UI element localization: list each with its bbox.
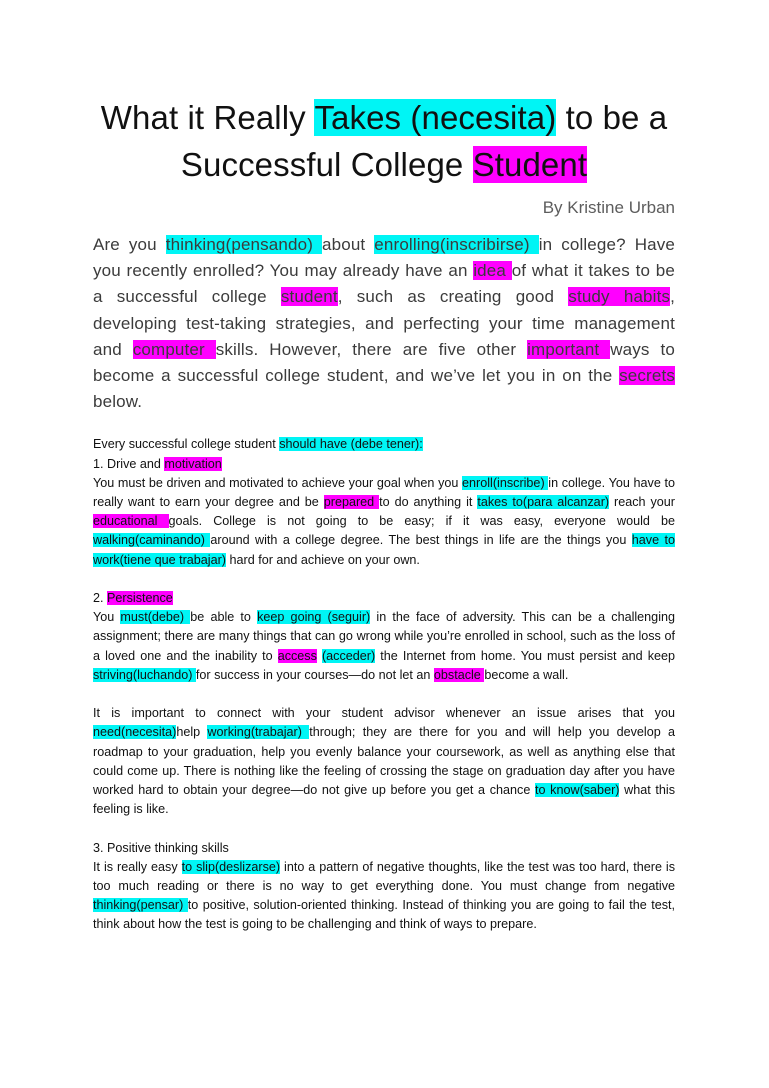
highlight-magenta: motivation (164, 456, 222, 471)
title-text: What it Really (100, 99, 315, 136)
highlight-magenta: student (280, 287, 338, 307)
author-byline: By Kristine Urban (542, 198, 675, 217)
section-paragraph-2: You must(debe) be able to keep going (seguir) in the face of adversity. This can be a challenging assignment; there are many things that can go wrong while you’re enrolled in school, such as the loss of a loved one and the inability to access (acceder) the Internet from home. You must persist and keep striving(luchando) for success in your courses—do not let an obstacle become a wall. (93, 610, 675, 682)
intro-paragraph: Are you thinking(pensando) about enrolling(inscribirse) in college? Have you recently enrolled? You may already have an idea of what it takes to be a successful college student, such as creating good study habits, developing test-taking strategies, and perfecting your time management and computer skills. However, there are five other important ways to become a successful college student, and we’ve let you in on the secrets below. (93, 235, 675, 412)
highlight-cyan: enroll(inscribe) (462, 475, 549, 490)
highlight-cyan: thinking(pensando) (165, 235, 323, 254)
highlight-cyan: to slip(deslizarse) (181, 859, 281, 874)
paragraph-gap (93, 819, 675, 838)
highlight-cyan: must(debe) (120, 610, 191, 625)
highlight-magenta: obstacle (433, 667, 485, 682)
section-heading-3: 3. Positive thinking skills (93, 840, 229, 855)
highlight-cyan: striving(luchando) (93, 667, 196, 682)
advisor-paragraph: It is important to connect with your student advisor whenever an issue arises that you need(necesita)help working(trabajar) through; they are there for you and will help you develop a roadmap to your graduation, help you evenly balance your coursework, as well as anything else that could come up. There is nothing like the feeling of crossing the stage on graduation day after you have worked hard to obtain your degree—do not give up before you get a chance to know(saber) what this feeling is like. (93, 706, 676, 817)
highlight-cyan: thinking(pensar) (93, 898, 188, 913)
highlight-cyan: keep going (seguir) (257, 610, 371, 625)
highlight-magenta: educational (93, 514, 169, 529)
highlight-cyan: working(trabajar) (207, 725, 310, 740)
highlight-magenta: important (527, 339, 611, 359)
document-body (93, 435, 675, 934)
highlight-magenta: study habits (568, 287, 671, 307)
highlight-cyan: walking(caminando) (93, 533, 211, 548)
section-heading-2: 2. Persistence (93, 591, 173, 606)
highlight-cyan: takes to(para alcanzar) (477, 495, 610, 510)
title-highlight-magenta: Student (472, 146, 588, 183)
highlight-magenta: Persistence (107, 591, 173, 606)
section-heading-1: 1. Drive and motivation (93, 456, 222, 471)
highlight-cyan: have to work(tiene que trabajar) (93, 533, 676, 567)
highlight-cyan: should have (debe tener): (279, 437, 423, 452)
paragraph-gap (93, 685, 675, 704)
highlight-magenta: idea (473, 261, 512, 281)
section-paragraph-3: It is really easy to slip(deslizarse) into a pattern of negative thoughts, like the test was too hard, there is too much reading or there is no way to get everything done. You must change from negative thinking(pensar) to positive, solution-oriented thinking. Instead of thinking you are going to fail the test, think about how the test is going to be challenging and think of ways to prepare. (93, 859, 676, 932)
paragraph-gap (93, 570, 675, 589)
title-text: to be a Successful College (180, 99, 668, 183)
section-paragraph-1: You must be driven and motivated to achieve your goal when you enroll(inscribe) in college. You have to really want to earn your degree and be prepared to do anything it takes to(para alcanzar) reach your educational goals. College is not going to be easy; if it was easy, everyone would be walking(caminando) around with a college degree. The best things in life are the things you have to work(tiene que trabajar) hard for and achieve on your own. (93, 475, 676, 567)
highlight-magenta: secrets (619, 366, 675, 386)
highlight-magenta: prepared (323, 495, 380, 510)
highlight-cyan: enrolling(inscribirse) (374, 235, 539, 254)
highlight-magenta: computer (132, 339, 216, 359)
highlight-cyan: need(necesita) (93, 725, 177, 740)
highlight-cyan: to know(saber) (535, 783, 620, 798)
highlight-magenta: access (277, 648, 317, 663)
highlight-cyan: (acceder) (321, 648, 376, 663)
title-highlight-cyan: Takes (necesita) (314, 99, 557, 136)
lead-line: Every successful college student should have (debe tener): (93, 437, 423, 452)
document-title (93, 0, 675, 188)
